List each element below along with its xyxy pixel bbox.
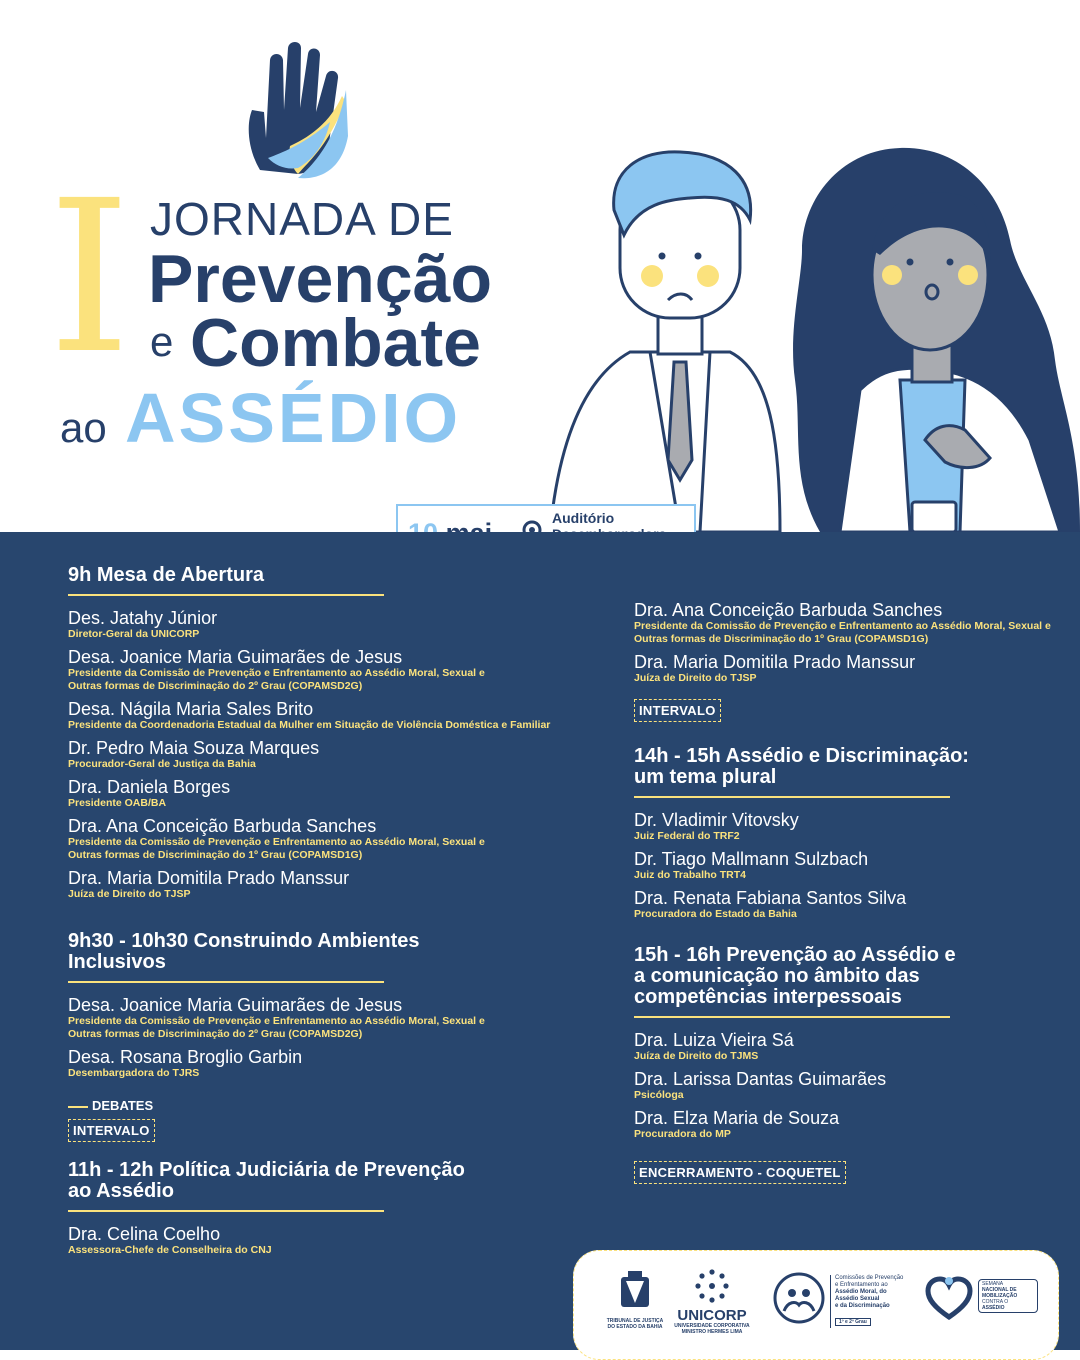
tjba-logo: TRIBUNAL DE JUSTIÇA DO ESTADO DA BAHIA	[600, 1269, 670, 1330]
title-line-4-big: ASSÉDIO	[125, 379, 462, 457]
speaker: Dra. Celina Coelho Assessora-Chefe de Conselheira do CNJ	[68, 1224, 272, 1256]
illustration-people	[540, 140, 1080, 532]
break-tag: INTERVALO	[634, 699, 721, 722]
section-title-discrimination: 14h - 15h Assédio e Discriminação: um tema plural	[634, 745, 969, 788]
title-line-3-big: Combate	[190, 305, 481, 381]
speaker: Dr. Tiago Mallmann Sulzbach Juiz do Trabalho TRT4	[634, 849, 869, 881]
speaker: Dra. Ana Conceição Barbuda Sanches Presidente da Comissão de Prevenção e Enfrentamento ao Assédio Moral, Sexual e Outras formas de Discriminação do 1º Grau (COPAMSD1G)	[634, 600, 1051, 645]
program-left-column	[68, 565, 588, 1263]
speaker: Dra. Larissa Dantas Guimarães Psicóloga	[634, 1069, 887, 1101]
title-line-2: Prevenção	[148, 241, 492, 317]
section-title-inclusive: 9h30 - 10h30 Construindo Ambientes Inclusivos	[68, 930, 420, 973]
speaker: Dr. Pedro Maia Souza Marques Procurador-Geral de Justiça da Bahia	[68, 738, 320, 770]
speaker: Dra. Renata Fabiana Santos Silva Procuradora do Estado da Bahia	[634, 888, 907, 920]
hero-section	[0, 0, 1080, 532]
speaker: Desa. Rosana Broglio Garbin Desembargadora do TJRS	[68, 1047, 303, 1079]
commissions-emblem-icon	[772, 1271, 826, 1325]
section-title-communication: 15h - 16h Prevenção ao Assédio e a comunicação no âmbito das competências interpessoais	[634, 944, 956, 1008]
break-tag: INTERVALO	[68, 1119, 155, 1142]
heart-hands-icon	[924, 1273, 974, 1323]
event-location: Auditório	[552, 510, 615, 526]
unicorp-dots-icon	[695, 1269, 729, 1303]
closing-tag: ENCERRAMENTO - COQUETEL	[634, 1161, 846, 1184]
debates-label: DEBATES	[68, 1098, 588, 1113]
section-title-opening: 9h Mesa de Abertura	[68, 564, 264, 586]
section-divider	[634, 796, 950, 798]
speaker: Dr. Vladimir Vitovsky Juiz Federal do TRF2	[634, 810, 799, 842]
title-numeral: I	[48, 155, 131, 400]
section-divider	[68, 594, 384, 596]
speaker: Dra. Maria Domitila Prado Manssur Juíza de Direito do TJSP	[68, 868, 350, 900]
section-divider	[68, 1210, 384, 1212]
unicorp-logo: UNICORP UNIVERSIDADE CORPORATIVA MINISTRO HERMES LIMA	[670, 1269, 754, 1335]
speaker: Dra. Maria Domitila Prado Manssur Juíza de Direito do TJSP	[634, 652, 916, 684]
title-line-3-small: e	[150, 318, 174, 365]
section-title-policy: 11h - 12h Política Judiciária de Prevenção ao Assédio	[68, 1159, 465, 1202]
program-right-column	[634, 600, 1070, 1184]
speaker: Desa. Joanice Maria Guimarães de Jesus Presidente da Comissão de Prevenção e Enfrentamento ao Assédio Moral, Sexual e Outras formas de Discriminação do 2º Grau (COPAMSD2G)	[68, 995, 485, 1040]
title-line-1: JORNADA DE	[150, 193, 454, 245]
speaker: Dra. Daniela Borges Presidente OAB/BA	[68, 777, 231, 809]
title-line-4-small: ao	[60, 404, 107, 451]
hand-logo-icon	[238, 40, 358, 180]
speaker: Desa. Joanice Maria Guimarães de Jesus Presidente da Comissão de Prevenção e Enfrentamento ao Assédio Moral, Sexual e Outras formas de Discriminação do 2º Grau (COPAMSD2G)	[68, 647, 485, 692]
coat-of-arms-icon	[618, 1269, 652, 1313]
speaker: Dra. Luiza Vieira Sá Juíza de Direito do TJMS	[634, 1030, 794, 1062]
section-divider	[68, 981, 384, 983]
speaker: Desa. Nágila Maria Sales Brito Presidente da Coordenadoria Estadual da Mulher em Situação de Violência Doméstica e Familiar	[68, 699, 551, 731]
speaker: Dra. Elza Maria de Souza Procuradora do MP	[634, 1108, 840, 1140]
section-divider	[634, 1016, 950, 1018]
speaker: Des. Jatahy Júnior Diretor-Geral da UNICORP	[68, 608, 218, 640]
logos-footer: TRIBUNAL DE JUSTIÇA DO ESTADO DA BAHIA UNICORP UNIVERSIDADE CORPORATIVA MINISTRO HERMES LIMA Comissões de Prevenção e Enfrentamento ao Assédio Moral, do Assédio Sexual e da Discriminação 1º e 2º Grau SEMANA NACIONAL DE MOBILIZAÇÃO CONTRA O ASSÉDIO	[573, 1250, 1059, 1360]
speaker: Dra. Ana Conceição Barbuda Sanches Presidente da Comissão de Prevenção e Enfrentamento ao Assédio Moral, Sexual e Outras formas de Discriminação do 1º Grau (COPAMSD1G)	[68, 816, 485, 861]
